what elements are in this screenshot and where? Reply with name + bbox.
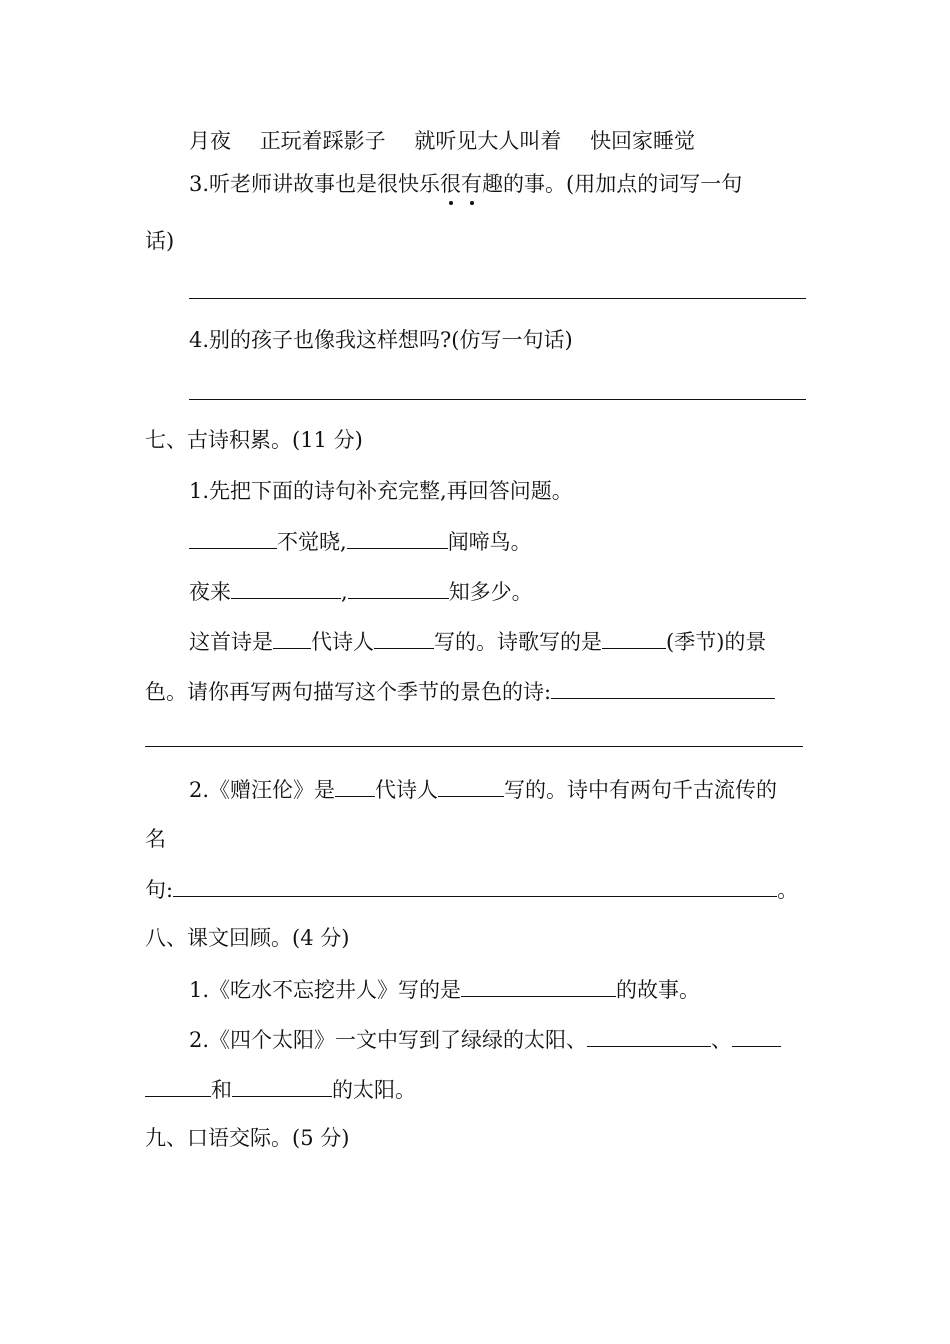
answer-line-q6-3[interactable]: [189, 298, 806, 299]
blank-poem-2[interactable]: [347, 526, 448, 549]
q7-item2-text-b: 代诗人: [375, 778, 439, 802]
section-9-heading: 九、口语交际。(5 分): [145, 1126, 350, 1150]
emphasis-dot-char-1: 很: [440, 172, 462, 196]
order-item-3: 就听见大人叫着: [414, 129, 562, 153]
poem-line-2-text-a: 夜来: [189, 580, 231, 604]
q7-item1-intro: 1.先把下面的诗句补充完整,再回答问题。: [189, 479, 573, 503]
q8-item1: [189, 974, 700, 1004]
blank-sun-1[interactable]: [587, 1024, 711, 1047]
q8-item2: [189, 1024, 781, 1054]
q6-item3-wrap: 话): [145, 229, 175, 253]
blank-poem-4[interactable]: [348, 576, 449, 599]
blank-poet-1[interactable]: [374, 626, 434, 649]
blank-dynasty-2[interactable]: [335, 774, 375, 797]
q7-item2-period: 。: [777, 878, 799, 902]
blank-sun-2b[interactable]: [145, 1074, 211, 1097]
poem-line-2: [189, 576, 533, 606]
word-order-items: [189, 127, 695, 155]
blank-poet-2[interactable]: [438, 774, 504, 797]
blank-extra-poem-1[interactable]: [551, 676, 775, 699]
blank-sun-2a[interactable]: [732, 1024, 781, 1047]
poem-about-text-d: (季节)的景: [666, 630, 767, 654]
q8-item1-text-a: 1.《吃水不忘挖井人》写的是: [189, 978, 462, 1002]
poem-about-cont: [145, 676, 775, 706]
order-item-4: 快回家睡觉: [590, 129, 696, 153]
answer-line-extra-poem-2[interactable]: [145, 746, 803, 747]
q7-item2-text-c: 写的。诗中有两句千古流传的: [504, 778, 778, 802]
blank-sun-3[interactable]: [232, 1074, 332, 1097]
order-item-2: 正玩着踩影子: [259, 129, 386, 153]
q7-item2-famous-line: [145, 874, 798, 904]
blank-dynasty-1[interactable]: [273, 626, 311, 649]
answer-line-q6-4[interactable]: [189, 399, 806, 400]
poem-about-text-e: 色。请你再写两句描写这个季节的景色的诗:: [145, 680, 552, 704]
q7-item2-text-e: 句:: [145, 878, 174, 902]
poem-line-1: [189, 526, 532, 556]
q6-item3-text-b: 趣的事。(用加点的词写一句: [482, 172, 743, 196]
q7-item2-text-a: 2.《赠汪伦》是: [189, 778, 336, 802]
q6-item4: 4.别的孩子也像我这样想吗?(仿写一句话): [189, 328, 573, 352]
blank-poem-3[interactable]: [231, 576, 341, 599]
poem-about-text-c: 写的。诗歌写的是: [434, 630, 602, 654]
q7-item2: [189, 774, 777, 804]
q8-item2-comma: 、: [711, 1028, 733, 1052]
poem-line-2-text-c: 知多少。: [448, 580, 533, 604]
section-8-heading: 八、课文回顾。(4 分): [145, 926, 350, 950]
poem-line-1-text-a: 不觉晓,: [277, 530, 347, 554]
poem-about-text-b: 代诗人: [311, 630, 374, 654]
poem-about: [189, 626, 766, 656]
q6-item3-text-a: 3.听老师讲故事也是很快乐: [189, 172, 441, 196]
blank-season[interactable]: [602, 626, 666, 649]
q7-item2-wrap: 名: [145, 827, 166, 851]
section-7-heading: 七、古诗积累。(11 分): [145, 428, 363, 452]
q8-item1-text-b: 的故事。: [616, 978, 701, 1002]
poem-line-2-comma: ,: [341, 580, 348, 604]
poem-about-text-a: 这首诗是: [189, 630, 273, 654]
q8-item2-text-d: 的太阳。: [332, 1078, 416, 1102]
blank-famous-line[interactable]: [173, 874, 777, 897]
blank-story[interactable]: [461, 974, 616, 997]
blank-poem-1[interactable]: [189, 526, 277, 549]
q8-item2-text-c: 和: [211, 1078, 232, 1102]
q6-item3: [189, 170, 742, 198]
q8-item2-cont: [145, 1074, 416, 1104]
order-item-1: 月夜: [189, 129, 231, 153]
poem-line-1-text-b: 闻啼鸟。: [447, 530, 532, 554]
q8-item2-text-a: 2.《四个太阳》一文中写到了绿绿的太阳、: [189, 1028, 588, 1052]
emphasis-dot-char-2: 有: [461, 172, 483, 196]
